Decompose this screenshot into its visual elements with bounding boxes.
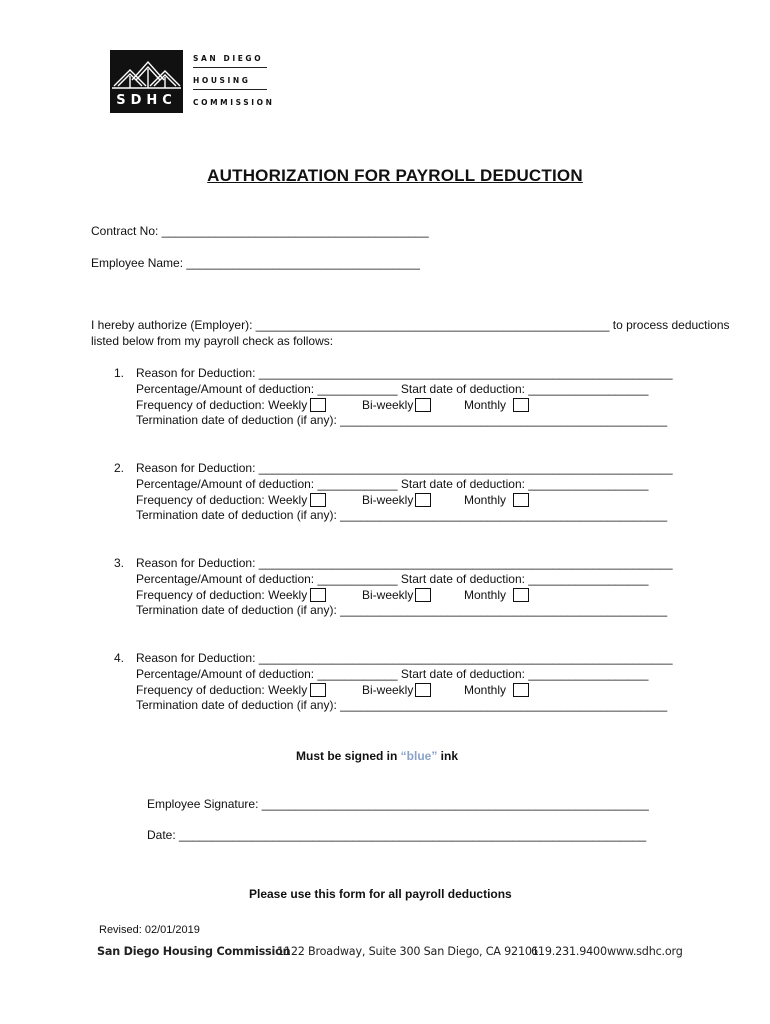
logo-letters: SDHC — [116, 93, 177, 108]
date-field[interactable]: Date: ______________________________________________________________________ — [147, 828, 647, 842]
please-use-note: Please use this form for all payroll deductions — [249, 887, 512, 901]
monthly-label: Monthly — [464, 493, 507, 507]
monthly-checkbox[interactable] — [513, 493, 529, 507]
weekly-checkbox[interactable] — [310, 683, 326, 697]
reason-field[interactable]: Reason for Deduction: ______________________________________________________________ — [136, 461, 673, 475]
item-number: 3. — [114, 556, 125, 570]
biweekly-label: Bi-weekly — [362, 398, 414, 412]
item-number: 4. — [114, 651, 125, 665]
item-number: 1. — [114, 366, 125, 380]
frequency-label: Frequency of deduction: Weekly — [136, 683, 308, 697]
footer-address: 1122 Broadway, Suite 300 San Diego, CA 92101 — [277, 945, 539, 958]
biweekly-checkbox[interactable] — [415, 493, 431, 507]
biweekly-label: Bi-weekly — [362, 588, 414, 602]
employee-name-field[interactable]: Employee Name: ___________________________________ — [91, 256, 420, 270]
reason-field[interactable]: Reason for Deduction: ______________________________________________________________ — [136, 651, 673, 665]
frequency-label: Frequency of deduction: Weekly — [136, 493, 308, 507]
footer-org: San Diego Housing Commission — [97, 945, 291, 958]
employer-field[interactable]: I hereby authorize (Employer): _____________________________________________________ to process deductions — [91, 318, 730, 332]
biweekly-checkbox[interactable] — [415, 398, 431, 412]
percentage-field[interactable]: Percentage/Amount of deduction: ____________ Start date of deduction: __________________ — [136, 572, 649, 586]
reason-field[interactable]: Reason for Deduction: ______________________________________________________________ — [136, 556, 673, 570]
blue-word: “blue” — [400, 749, 438, 763]
logo-line-2: HOUSING — [193, 76, 251, 85]
biweekly-label: Bi-weekly — [362, 683, 414, 697]
logo-line-3: COMMISSION — [193, 98, 275, 107]
termination-field[interactable]: Termination date of deduction (if any): _________________________________________________ — [136, 603, 668, 617]
employee-signature-field[interactable]: Employee Signature: __________________________________________________________ — [147, 797, 649, 811]
footer-website: www.sdhc.org — [607, 945, 683, 958]
weekly-checkbox[interactable] — [310, 588, 326, 602]
biweekly-label: Bi-weekly — [362, 493, 414, 507]
weekly-checkbox[interactable] — [310, 493, 326, 507]
logo-divider — [193, 67, 267, 68]
logo-mark — [110, 50, 183, 113]
monthly-checkbox[interactable] — [513, 588, 529, 602]
percentage-field[interactable]: Percentage/Amount of deduction: ____________ Start date of deduction: __________________ — [136, 667, 649, 681]
monthly-label: Monthly — [464, 398, 507, 412]
frequency-label: Frequency of deduction: Weekly — [136, 398, 308, 412]
percentage-field[interactable]: Percentage/Amount of deduction: ____________ Start date of deduction: __________________ — [136, 477, 649, 491]
item-number: 2. — [114, 461, 125, 475]
termination-field[interactable]: Termination date of deduction (if any): _________________________________________________ — [136, 413, 668, 427]
monthly-checkbox[interactable] — [513, 398, 529, 412]
logo-line-1: SAN DIEGO — [193, 54, 264, 63]
percentage-field[interactable]: Percentage/Amount of deduction: ____________ Start date of deduction: __________________ — [136, 382, 649, 396]
termination-field[interactable]: Termination date of deduction (if any): _________________________________________________ — [136, 508, 668, 522]
biweekly-checkbox[interactable] — [415, 588, 431, 602]
logo-divider — [193, 89, 267, 90]
authorize-text: listed below from my payroll check as follows: — [91, 334, 334, 348]
signed-notice — [296, 749, 458, 763]
frequency-label: Frequency of deduction: Weekly — [136, 588, 308, 602]
footer-phone: 619.231.9400 — [531, 945, 607, 958]
signed-notice-prefix: Must be signed in — [296, 749, 401, 763]
termination-field[interactable]: Termination date of deduction (if any): _________________________________________________ — [136, 698, 668, 712]
monthly-label: Monthly — [464, 683, 507, 697]
revised-date: Revised: 02/01/2019 — [99, 924, 200, 936]
signed-notice-suffix: ink — [437, 749, 459, 763]
contract-no-field[interactable]: Contract No: ________________________________________ — [91, 224, 429, 238]
page-title: AUTHORIZATION FOR PAYROLL DEDUCTION — [207, 166, 583, 185]
monthly-label: Monthly — [464, 588, 507, 602]
monthly-checkbox[interactable] — [513, 683, 529, 697]
biweekly-checkbox[interactable] — [415, 683, 431, 697]
weekly-checkbox[interactable] — [310, 398, 326, 412]
reason-field[interactable]: Reason for Deduction: ______________________________________________________________ — [136, 366, 673, 380]
